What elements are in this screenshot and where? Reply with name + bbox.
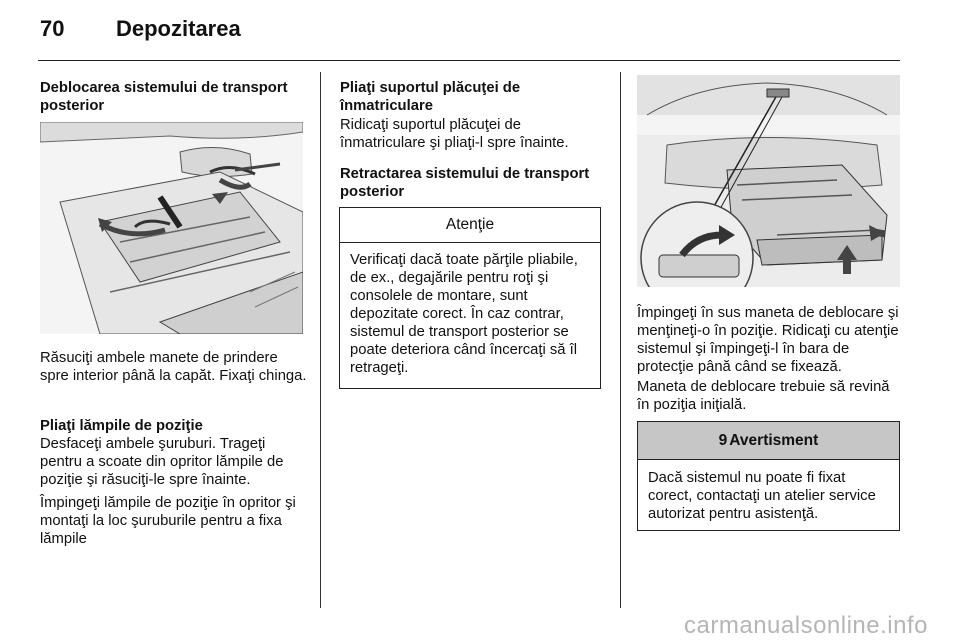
instruction-text: Răsuciţi ambele manete de prindere spre interior până la capăt. Fixaţi chinga. — [40, 350, 307, 384]
caution-box — [339, 207, 601, 389]
caution-title: Atenţie — [340, 208, 600, 243]
warning-title: Avertisment — [729, 432, 819, 449]
page-title: Depozitarea — [116, 16, 241, 41]
rear-carrier-unlock-drawing — [40, 122, 303, 334]
section-heading: Deblocarea sistemului de transport posterior — [40, 80, 288, 114]
body-paragraph: Maneta de deblocare trebuie să revină în poziţia iniţială. — [637, 379, 890, 413]
section-heading: Pliaţi suportul plăcuţei de înmatriculare — [340, 80, 521, 114]
warning-text: Dacă sistemul nu poate fi fixat corect, contactaţi un atelier service autorizat pentru asistenţă. — [648, 470, 876, 522]
warning-icon: 9 — [718, 432, 728, 449]
page-number: 70 — [40, 16, 65, 41]
warning-header — [638, 422, 899, 460]
body-paragraph: Împingeţi lămpile de poziţie în opritor şi montaţi la loc şuruburile pentru a fixa lămpile — [40, 495, 296, 547]
watermark: carmanualsonline.info — [684, 612, 928, 639]
illustration-rear-carrier-unlock — [40, 122, 303, 334]
illustration-rear-carrier-retract — [637, 75, 900, 287]
column-divider — [320, 72, 321, 608]
header-rule — [38, 60, 900, 61]
section-heading: Pliaţi lămpile de poziţie — [40, 418, 203, 434]
column-divider — [620, 72, 621, 608]
body-paragraph: Împingeţi în sus maneta de deblocare şi menţineţi-o în poziţie. Ridicaţi cu atenţie sistemul şi împingeţi-l în bara de protecţie până când se fixează. — [637, 305, 899, 375]
caution-text: Verificaţi dacă toate părţile pliabile, de ex., degajările pentru roţi şi consolele de montare, sunt depozitate corect. În caz contrar, sistemul de transport posterior se poate deteriora când încercaţi să îl retrageţi. — [350, 252, 578, 376]
body-paragraph: Desfaceţi ambele şuruburi. Trageţi pentru a scoate din opritor lămpile de poziţie şi răsuciţi-le spre înainte. — [40, 436, 284, 488]
warning-box — [637, 421, 900, 531]
rear-carrier-retract-drawing — [637, 75, 900, 287]
body-paragraph: Ridicaţi suportul plăcuţei de înmatriculare şi pliaţi-l spre înainte. — [340, 117, 569, 151]
section-heading: Retractarea sistemului de transport posterior — [340, 166, 590, 200]
